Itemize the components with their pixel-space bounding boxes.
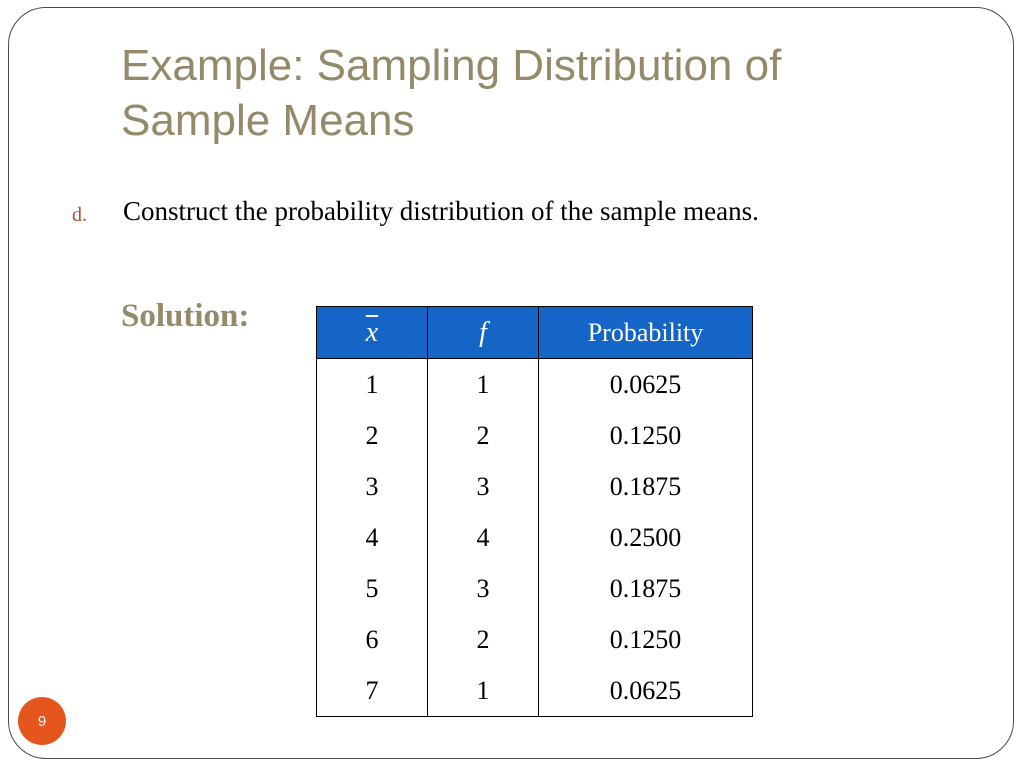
cell-probability: 0.1250 — [539, 410, 753, 461]
probability-distribution-table — [316, 306, 753, 717]
table-body — [317, 359, 753, 717]
xbar-symbol: $\overline{x}$ — [365, 316, 379, 348]
solution-label: Solution: — [121, 298, 250, 334]
table-header-row — [317, 307, 753, 359]
cell-xbar: 1 — [317, 359, 428, 411]
page-number-badge — [18, 697, 66, 745]
slide-title-line-1: Example: Sampling Distribution of — [121, 41, 782, 90]
cell-xbar: 7 — [317, 665, 428, 717]
cell-xbar: 4 — [317, 512, 428, 563]
cell-xbar: 3 — [317, 461, 428, 512]
slide-frame — [8, 7, 1014, 759]
header-xbar — [317, 307, 428, 359]
slide-title-line-2: Sample Means — [121, 96, 415, 145]
header-probability: Probability — [539, 307, 753, 359]
table-row — [317, 512, 753, 563]
page-number: 9 — [37, 712, 47, 730]
table-row — [317, 614, 753, 665]
cell-probability: 0.1875 — [539, 563, 753, 614]
bullet-item — [72, 196, 972, 232]
cell-f: 1 — [428, 665, 539, 717]
table-row — [317, 665, 753, 717]
cell-f: 4 — [428, 512, 539, 563]
bullet-text: Construct the probability distribution of the sample means. — [123, 196, 759, 226]
cell-xbar: 5 — [317, 563, 428, 614]
cell-probability: 0.1250 — [539, 614, 753, 665]
cell-f: 2 — [428, 614, 539, 665]
cell-probability: 0.1875 — [539, 461, 753, 512]
cell-xbar: 2 — [317, 410, 428, 461]
table-row — [317, 563, 753, 614]
table-row — [317, 359, 753, 411]
cell-probability: 0.2500 — [539, 512, 753, 563]
cell-probability: 0.0625 — [539, 665, 753, 717]
cell-f: 3 — [428, 461, 539, 512]
cell-f: 2 — [428, 410, 539, 461]
f-symbol: f — [479, 316, 487, 348]
table-row — [317, 461, 753, 512]
cell-xbar: 6 — [317, 614, 428, 665]
table-row — [317, 410, 753, 461]
cell-probability: 0.0625 — [539, 359, 753, 411]
slide-title — [121, 38, 941, 148]
cell-f: 3 — [428, 563, 539, 614]
bullet-marker: d. — [72, 204, 87, 226]
cell-f: 1 — [428, 359, 539, 411]
header-f — [428, 307, 539, 359]
